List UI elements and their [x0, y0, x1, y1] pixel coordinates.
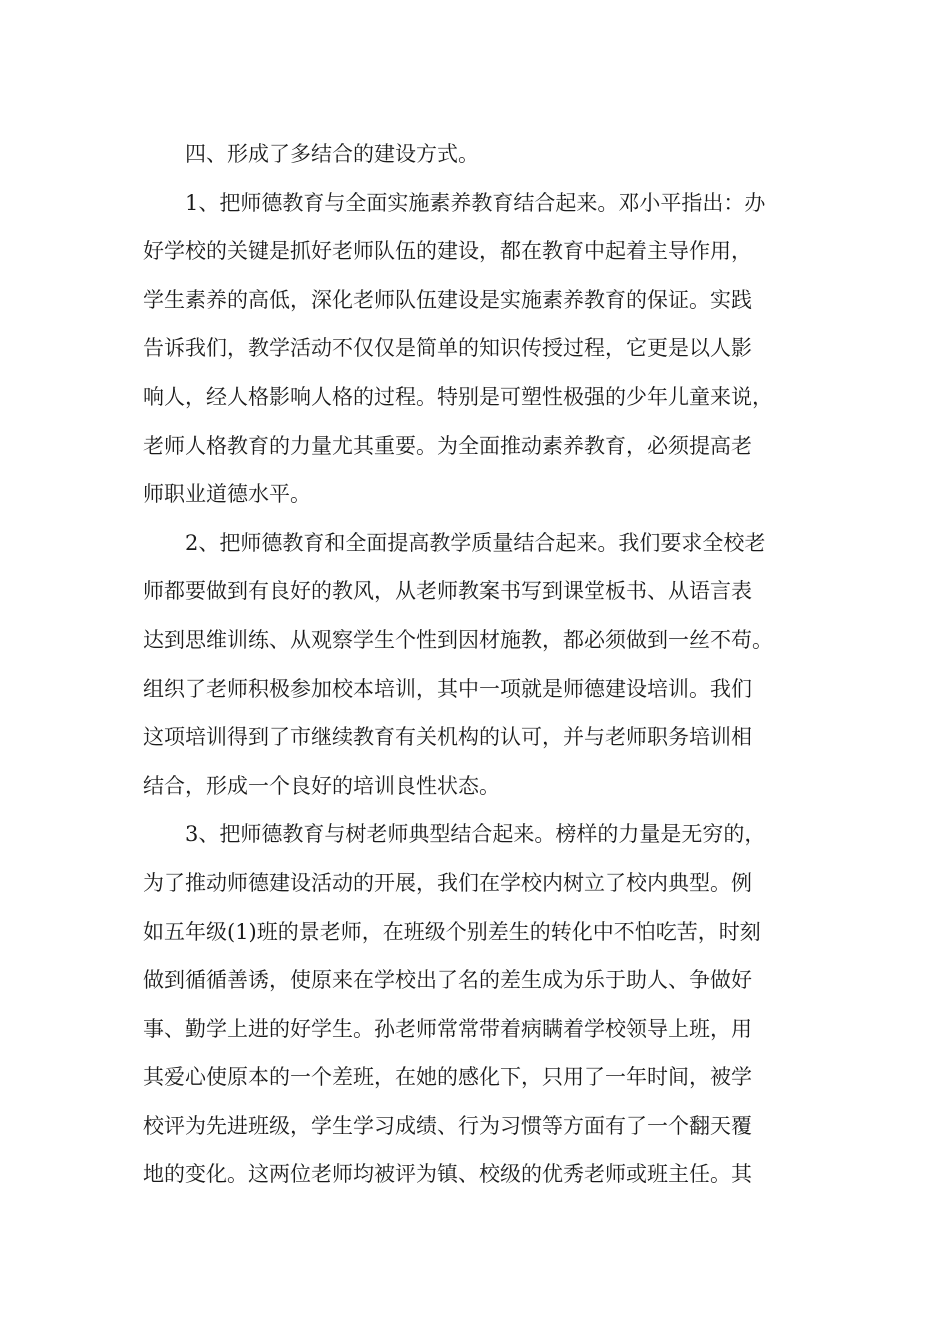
paragraph-line: 其爱心使原本的一个差班，在她的感化下，只用了一年时间，被学: [143, 1065, 752, 1090]
paragraph-line: 学生素养的高低，深化老师队伍建设是实施素养教育的保证。实践: [143, 287, 752, 312]
paragraph-first-line: 四、形成了多结合的建设方式。: [185, 142, 479, 166]
paragraph-first-line: 2、把师德教育和全面提高教学质量结合起来。我们要求全校老: [185, 530, 766, 555]
paragraph-line: 好学校的关键是抓好老师队伍的建设，都在教育中起着主导作用，: [143, 239, 752, 264]
paragraph-line: 告诉我们，教学活动不仅仅是简单的知识传授过程，它更是以人影: [143, 336, 752, 361]
paragraph-line: 这项培训得到了市继续教育有关机构的认可，并与老师职务培训相: [143, 725, 752, 750]
paragraph-line: 响人，经人格影响人格的过程。特别是可塑性极强的少年儿童来说，: [143, 384, 773, 409]
paragraph-line: 达到思维训练、从观察学生个性到因材施教，都必须做到一丝不苟。: [143, 627, 773, 652]
paragraph-line: 为了推动师德建设活动的开展，我们在学校内树立了校内典型。例: [143, 870, 752, 895]
document-body: [143, 130, 813, 1199]
paragraph-line: 师职业道德水平。: [143, 482, 311, 507]
paragraph-line: 校评为先进班级，学生学习成绩、行为习惯等方面有了一个翻天覆: [143, 1113, 752, 1138]
paragraph-line: 组织了老师积极参加校本培训，其中一项就是师德建设培训。我们: [143, 676, 752, 701]
paragraph-line: 结合，形成一个良好的培训良性状态。: [143, 773, 500, 798]
paragraph-first-line: 1、把师德教育与全面实施素养教育结合起来。邓小平指出：办: [185, 190, 766, 215]
paragraph-line: 师都要做到有良好的教风，从老师教案书写到课堂板书、从语言表: [143, 579, 752, 604]
paragraph-line: 做到循循善诱，使原来在学校出了名的差生成为乐于助人、争做好: [143, 968, 752, 993]
paragraph-line: 老师人格教育的力量尤其重要。为全面推动素养教育，必须提高老: [143, 433, 752, 458]
paragraph-line: 如五年级(1)班的景老师，在班级个别差生的转化中不怕吃苦，时刻: [143, 919, 761, 944]
paragraph-line: 地的变化。这两位老师均被评为镇、校级的优秀老师或班主任。其: [143, 1162, 752, 1187]
paragraph-first-line: 3、把师德教育与树老师典型结合起来。榜样的力量是无穷的，: [185, 822, 766, 847]
paragraph-line: 事、勤学上进的好学生。孙老师常常带着病瞒着学校领导上班，用: [143, 1016, 752, 1041]
